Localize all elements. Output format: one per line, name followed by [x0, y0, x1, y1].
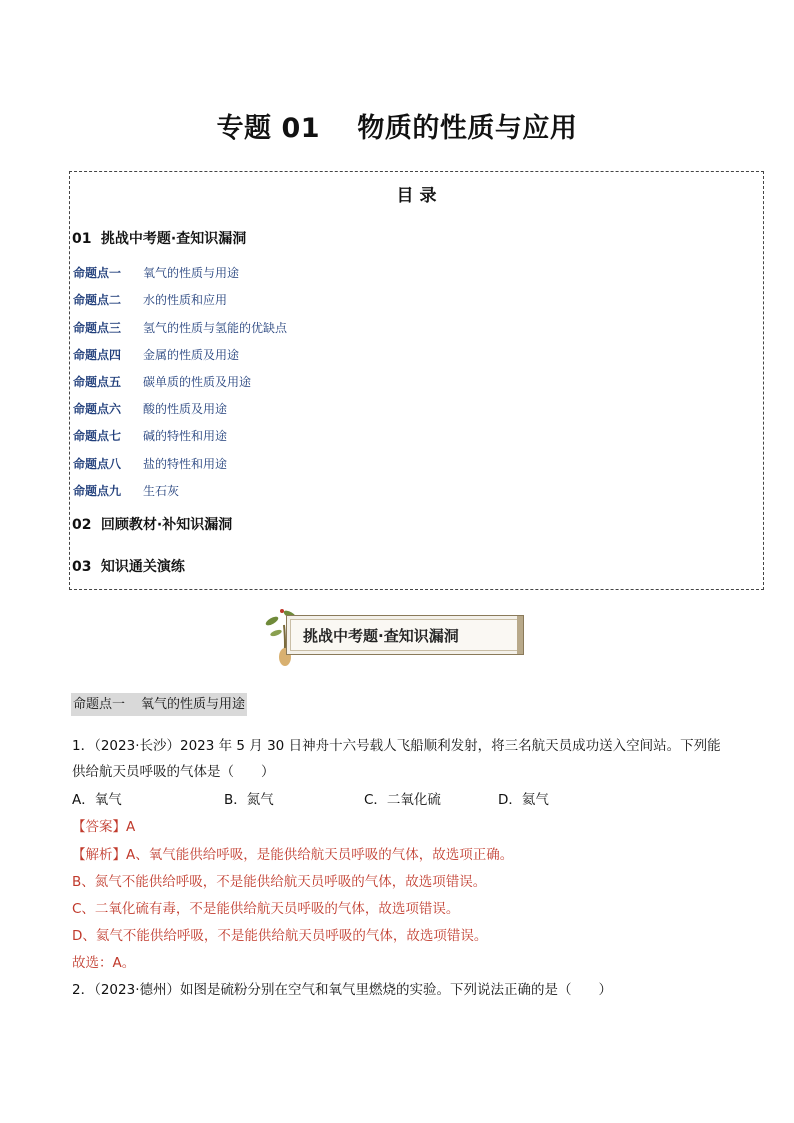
toc-item-3[interactable] — [73, 319, 287, 336]
toc-item-text: 水的性质和应用 — [143, 293, 228, 307]
option-c[interactable]: C．二氧化硫 — [364, 792, 441, 808]
toc-section-02[interactable] — [72, 514, 232, 534]
toc-item-prefix: 命题点一 — [73, 266, 122, 280]
toc-section-number: 01 — [72, 231, 92, 247]
toc-item-9[interactable] — [73, 482, 179, 499]
toc-section-number: 02 — [72, 517, 92, 533]
toc-item-prefix: 命题点八 — [73, 457, 122, 471]
answer-line — [72, 815, 135, 835]
toc-item-prefix: 命题点六 — [73, 402, 122, 416]
toc-item-5[interactable] — [73, 373, 251, 390]
toc-item-text: 盐的特性和用途 — [143, 457, 228, 471]
option-a[interactable]: A．氧气 — [72, 792, 122, 808]
toc-section-number: 03 — [72, 559, 92, 575]
toc-item-prefix: 命题点四 — [73, 348, 122, 362]
option-b[interactable]: B．氮气 — [224, 792, 274, 808]
toc-item-7[interactable] — [73, 427, 227, 444]
analysis-line-4: D、氦气不能供给呼吸，不是能供给航天员呼吸的气体，故选项错误。 — [72, 928, 488, 944]
toc-section-03[interactable] — [72, 556, 185, 576]
analysis-text: A、氧气能供给呼吸，是能供给航天员呼吸的气体，故选项正确。 — [126, 847, 514, 863]
question-1-options — [72, 788, 549, 808]
toc-section-label: 回顾教材·补知识漏洞 — [100, 517, 233, 533]
toc-item-prefix: 命题点七 — [73, 429, 122, 443]
toc-section-label: 挑战中考题·查知识漏洞 — [100, 231, 247, 247]
toc-item-1[interactable] — [73, 264, 239, 281]
banner-edge — [517, 616, 523, 654]
page-title: 专题 01 物质的性质与应用 — [216, 113, 578, 144]
toc-section-label: 知识通关演练 — [100, 559, 185, 575]
topic-tag-prefix: 命题点一 — [73, 697, 126, 712]
question-2-line-1: 2．（2023·德州）如图是硫粉分别在空气和氧气里燃烧的实验。下列说法正确的是（ ） — [72, 982, 612, 998]
answer-value: A — [126, 819, 136, 835]
toc-item-6[interactable] — [73, 400, 227, 417]
answer-label: 【答案】 — [72, 819, 126, 835]
toc-item-prefix: 命题点九 — [73, 484, 122, 498]
toc-item-text: 碱的特性和用途 — [143, 429, 228, 443]
analysis-line-1 — [72, 843, 513, 863]
toc-section-01[interactable] — [72, 228, 246, 248]
topic-tag — [71, 693, 247, 716]
table-of-contents — [69, 171, 764, 590]
conclusion-line: 故选：A。 — [72, 955, 136, 971]
toc-item-8[interactable] — [73, 455, 227, 472]
toc-heading: 目 录 — [396, 186, 437, 206]
topic-tag-text: 氧气的性质与用途 — [141, 697, 246, 712]
toc-item-text: 氧气的性质与用途 — [143, 266, 240, 280]
toc-item-prefix: 命题点五 — [73, 375, 122, 389]
analysis-line-3: C、二氧化硫有毒，不是能供给航天员呼吸的气体，故选项错误。 — [72, 901, 460, 917]
banner-text: 挑战中考题·查知识漏洞 — [303, 627, 459, 645]
toc-item-prefix: 命题点三 — [73, 321, 122, 335]
toc-item-4[interactable] — [73, 346, 239, 363]
option-d[interactable]: D．氦气 — [498, 792, 549, 808]
toc-item-text: 碳单质的性质及用途 — [143, 375, 252, 389]
toc-item-text: 氢气的性质与氢能的优缺点 — [143, 321, 288, 335]
banner-box — [286, 615, 524, 655]
section-banner — [262, 605, 527, 667]
toc-item-prefix: 命题点二 — [73, 293, 122, 307]
question-1-line-1: 1．（2023·长沙）2023 年 5 月 30 日神舟十六号载人飞船顺利发射，将三名航天员成功送入空间站。下列能 — [72, 738, 721, 754]
toc-item-text: 金属的性质及用途 — [143, 348, 240, 362]
question-1-line-2: 供给航天员呼吸的气体是（ ） — [72, 764, 275, 780]
toc-item-text: 生石灰 — [143, 484, 180, 498]
toc-item-2[interactable] — [73, 291, 227, 308]
analysis-line-2: B、氮气不能供给呼吸，不是能供给航天员呼吸的气体，故选项错误。 — [72, 874, 487, 890]
toc-item-text: 酸的性质及用途 — [143, 402, 228, 416]
analysis-label: 【解析】 — [72, 847, 126, 863]
